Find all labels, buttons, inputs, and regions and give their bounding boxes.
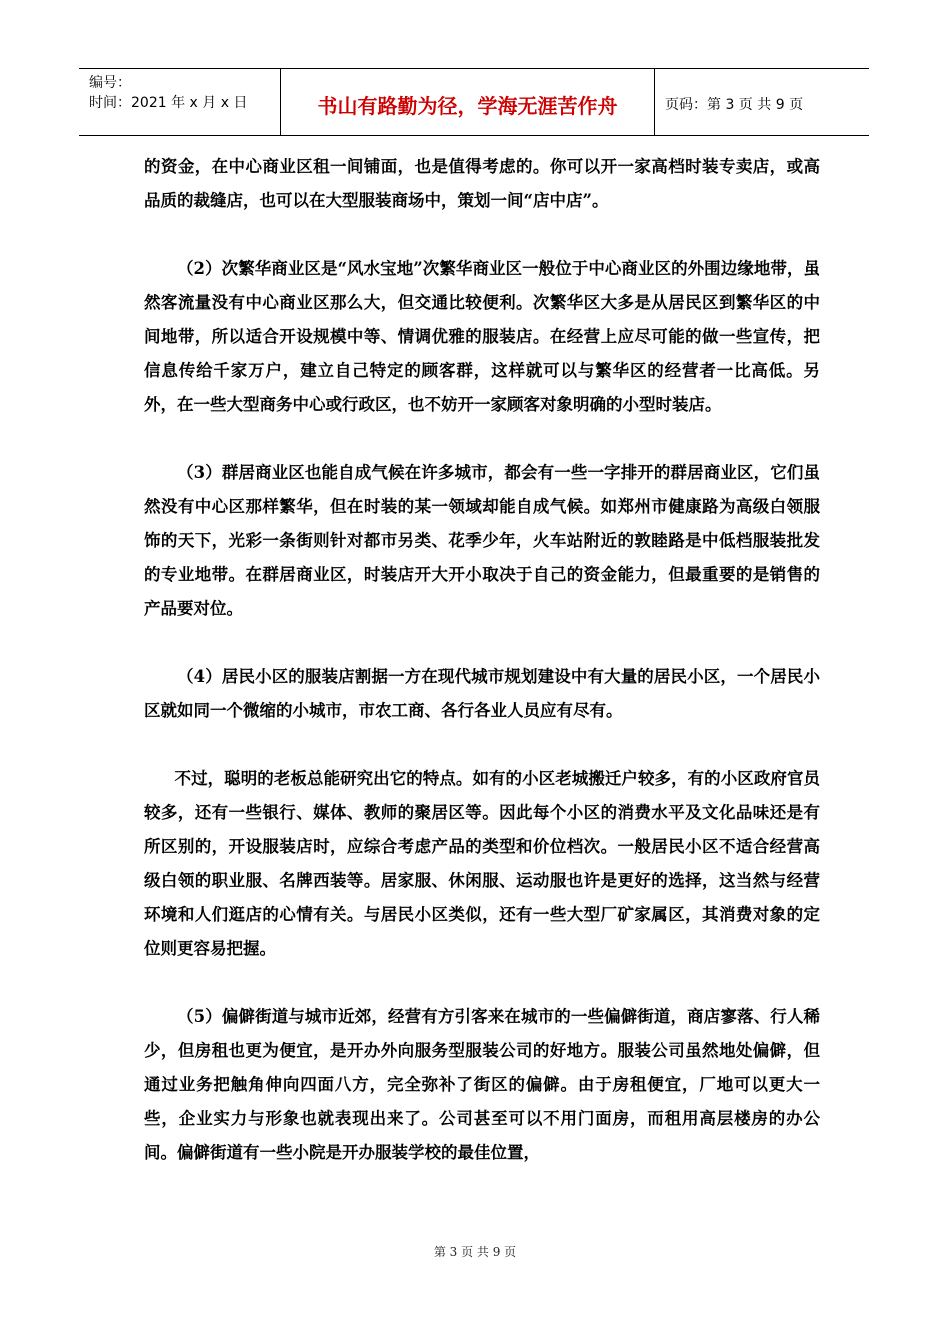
document-body [144,150,820,1170]
header-motto: 书山有路勤为径，学海无涯苦作舟 [281,69,655,135]
paragraph-continuation: 的资金，在中心商业区租一间铺面，也是值得考虑的。你可以开一家高档时装专卖店，或高品质的裁缝店，也可以在大型服装商场中，策划一间“店中店”。 [144,157,820,210]
document-date: 时间：2021 年 x 月 x 日 [89,95,248,111]
header-page-info: 页码：第 3 页 共 9 页 [665,97,804,113]
header-meta [79,69,281,135]
page-header [79,68,869,136]
paragraph-section-5: （5）偏僻街道与城市近郊，经营有方引客来在城市的一些偏僻街道，商店寥落、行人稀少，但房租也更为便宜，是开办外向服务型服装公司的好地方。服装公司虽然地处偏僻，但通过业务把触角伸向四面八方，完全弥补了街区的偏僻。由于房租便宜，厂地可以更大一些，企业实力与形象也就表现出来了。公司甚至可以不用门面房，而租用高层楼房的办公间。偏僻街道有一些小院是开办服装学校的最佳位置， [144,1007,820,1162]
paragraph-section-2: （2）次繁华商业区是“风水宝地”次繁华商业区一般位于中心商业区的外围边缘地带，虽然客流量没有中心商业区那么大，但交通比较便利。次繁华区大多是从居民区到繁华区的中间地带，所以适合开设规模中等、情调优雅的服装店。在经营上应尽可能的做一些宣传，把信息传给千家万户，建立自己特定的顾客群，这样就可以与繁华区的经营者一比高低。另外，在一些大型商务中心或行政区，也不妨开一家顾客对象明确的小型时装店。 [144,259,820,414]
paragraph-residential: 不过，聪明的老板总能研究出它的特点。如有的小区老城搬迁户较多，有的小区政府官员较多，还有一些银行、媒体、教师的聚居区等。因此每个小区的消费水平及文化品味还是有所区别的，开设服装店时，应综合考虑产品的类型和价位档次。一般居民小区不适合经营高级白领的职业服、名牌西装等。居家服、休闲服、运动服也许是更好的选择，这当然与经营环境和人们逛店的心情有关。与居民小区类似，还有一些大型厂矿家属区，其消费对象的定位则更容易把握。 [144,769,820,958]
paragraph-section-4: （4）居民小区的服装店割据一方在现代城市规划建设中有大量的居民小区，一个居民小区就如同一个微缩的小城市，市农工商、各行各业人员应有尽有。 [144,667,820,720]
page-footer: 第 3 页 共 9 页 [433,1245,517,1259]
paragraph-section-3: （3）群居商业区也能自成气候在许多城市，都会有一些一字排开的群居商业区，它们虽然没有中心区那样繁华，但在时装的某一领域却能自成气候。如郑州市健康路为高级白领服饰的天下，光彩一条街则针对都市另类、花季少年，火车站附近的敦睦路是中低档服装批发的专业地带。在群居商业区，时装店开大开小取决于自己的资金能力，但最重要的是销售的产品要对位。 [144,463,820,618]
document-number-label: 编号： [89,75,131,91]
